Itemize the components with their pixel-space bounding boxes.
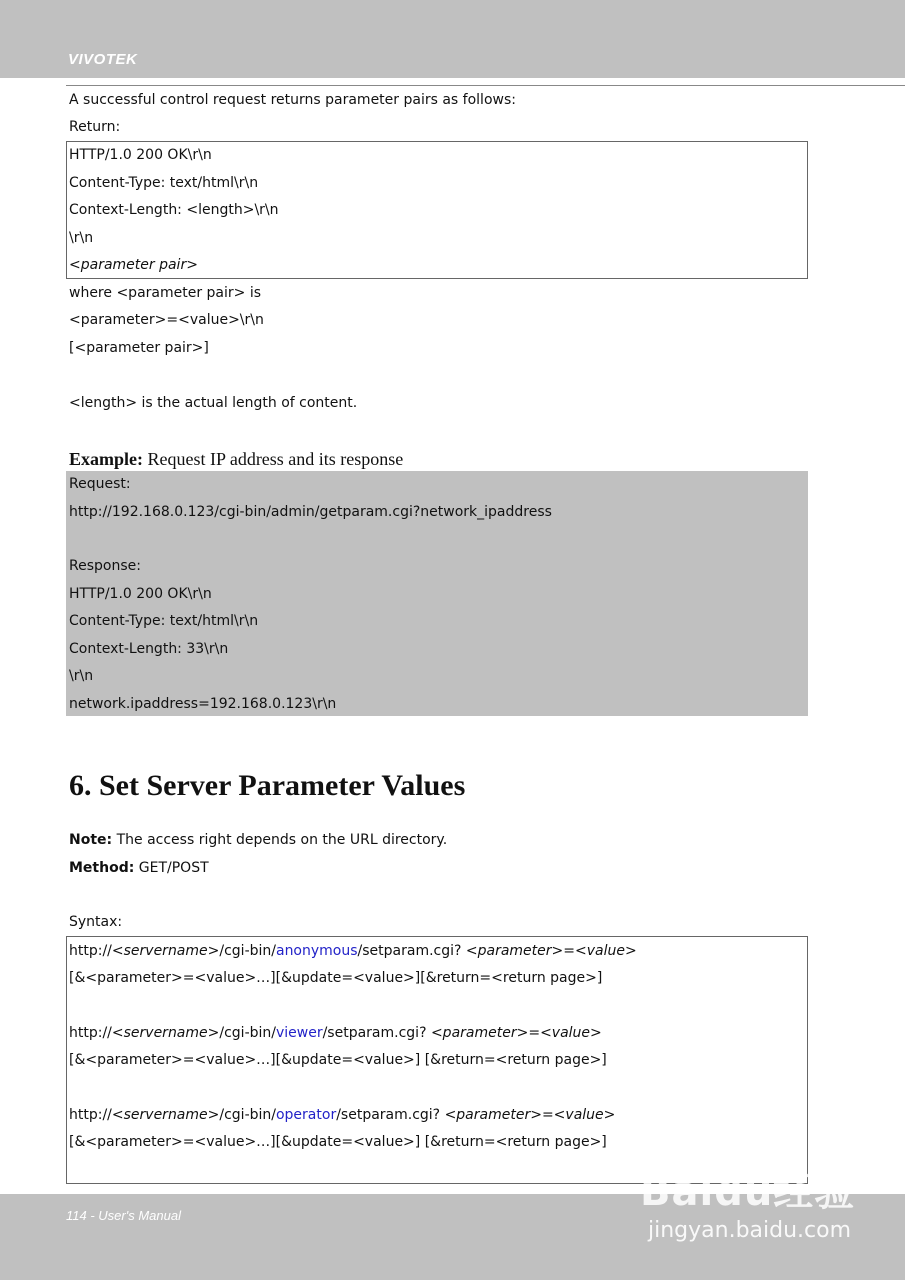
- return-label: Return:: [69, 119, 121, 135]
- url-parameter: <parameter>: [444, 1107, 542, 1123]
- url-servername: <servername>: [111, 1025, 220, 1041]
- header-divider: [66, 85, 905, 86]
- url-dir-viewer: viewer: [275, 1025, 323, 1041]
- example-line: Content-Type: text/html\r\n: [69, 613, 259, 629]
- syntax-tail: [&<parameter>=<value>…][&update=<value>][&return=<return page>]: [69, 970, 603, 986]
- length-note: <length> is the actual length of content.: [69, 395, 358, 411]
- watermark-logo: Baidu经验: [640, 1169, 856, 1215]
- url-prefix: http://: [69, 1025, 112, 1041]
- url-prefix: http://: [69, 943, 112, 959]
- url-value: <value>: [553, 1107, 616, 1123]
- watermark-url: jingyan.baidu.com: [648, 1218, 852, 1243]
- where-line: where <parameter pair> is: [69, 285, 262, 301]
- url-equals: =: [541, 1107, 554, 1123]
- url-dir-anonymous: anonymous: [275, 943, 358, 959]
- note-label: Note:: [69, 832, 113, 848]
- url-setparam: /setparam.cgi?: [322, 1025, 431, 1041]
- url-parameter: <parameter>: [465, 943, 564, 959]
- note-line: [69, 830, 447, 850]
- return-line: <parameter pair>: [69, 257, 198, 273]
- syntax-label: Syntax:: [69, 914, 123, 930]
- url-cgi-bin: /cgi-bin/: [219, 1025, 276, 1041]
- note-text: The access right depends on the URL directory.: [116, 832, 448, 848]
- where-line: <parameter>=<value>\r\n: [69, 312, 264, 328]
- example-line: Context-Length: 33\r\n: [69, 641, 229, 657]
- syntax-tail: [&<parameter>=<value>…][&update=<value>] [&return=<return page>]: [69, 1134, 607, 1150]
- return-line: Context-Length: <length>\r\n: [69, 202, 279, 218]
- syntax-tail: [&<parameter>=<value>…][&update=<value>] [&return=<return page>]: [69, 1052, 607, 1068]
- footer-page-label: 114 - User's Manual: [66, 1208, 181, 1223]
- syntax-url-viewer: [69, 1023, 602, 1043]
- return-line: HTTP/1.0 200 OK\r\n: [69, 147, 212, 163]
- url-equals: =: [528, 1025, 541, 1041]
- where-line: [<parameter pair>]: [69, 340, 209, 356]
- brand-logo: VIVOTEK: [68, 51, 138, 68]
- url-value: <value>: [540, 1025, 602, 1041]
- intro-text: A successful control request returns parameter pairs as follows:: [69, 92, 516, 108]
- url-parameter: <parameter>: [430, 1025, 529, 1041]
- example-line: \r\n: [69, 668, 94, 684]
- url-value: <value>: [575, 943, 637, 959]
- url-prefix: http://: [69, 1107, 112, 1123]
- url-cgi-bin: /cgi-bin/: [219, 943, 276, 959]
- syntax-url-anonymous: [69, 941, 637, 961]
- example-title: Request IP address and its response: [147, 449, 404, 469]
- example-line: http://192.168.0.123/cgi-bin/admin/getparam.cgi?network_ipaddress: [69, 504, 552, 520]
- example-line: Response:: [69, 558, 141, 574]
- return-line: \r\n: [69, 230, 94, 246]
- example-heading: [69, 447, 403, 471]
- example-line: network.ipaddress=192.168.0.123\r\n: [69, 696, 337, 712]
- url-setparam: /setparam.cgi?: [357, 943, 466, 959]
- syntax-url-operator: [69, 1105, 615, 1125]
- url-cgi-bin: /cgi-bin/: [219, 1107, 276, 1123]
- example-line: HTTP/1.0 200 OK\r\n: [69, 586, 212, 602]
- example-label: Example:: [69, 449, 143, 469]
- url-dir-operator: operator: [275, 1107, 337, 1123]
- section-title: 6. Set Server Parameter Values: [69, 769, 466, 802]
- url-servername: <servername>: [111, 943, 220, 959]
- url-setparam: /setparam.cgi?: [336, 1107, 445, 1123]
- url-servername: <servername>: [111, 1107, 220, 1123]
- url-equals: =: [563, 943, 575, 959]
- return-line: Content-Type: text/html\r\n: [69, 175, 259, 191]
- method-text: GET/POST: [138, 860, 209, 876]
- example-line: Request:: [69, 476, 131, 492]
- method-line: [69, 858, 209, 878]
- method-label: Method:: [69, 860, 135, 876]
